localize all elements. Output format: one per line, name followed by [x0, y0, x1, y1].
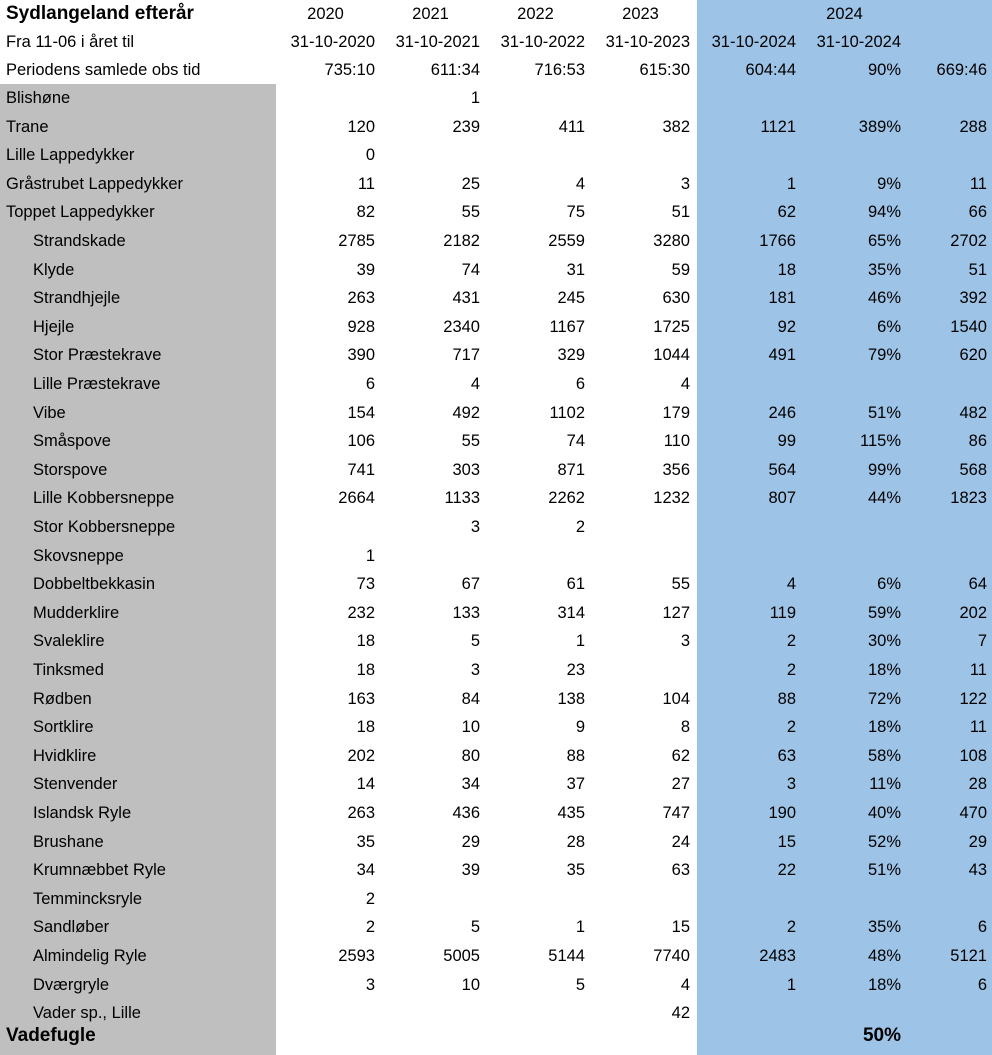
- species-name: Gråstrubet Lappedykker: [6, 174, 184, 193]
- period-end-2022: 31-10-2022: [500, 33, 585, 51]
- species-name: Vibe: [33, 403, 66, 422]
- count-cell: 133: [452, 603, 480, 622]
- count-cell: 73: [356, 575, 375, 594]
- count-cell: 59%: [867, 603, 901, 622]
- count-cell: 18: [777, 260, 796, 279]
- count-cell: 0: [365, 146, 375, 165]
- count-cell: 1044: [653, 346, 690, 365]
- count-cell: 99: [777, 432, 796, 451]
- count-cell: 64: [968, 575, 987, 594]
- count-cell: 482: [959, 403, 987, 422]
- count-cell: 1725: [653, 317, 690, 336]
- count-cell: 288: [959, 117, 987, 136]
- species-name: Blishøne: [6, 89, 71, 107]
- count-cell: 43: [968, 861, 987, 880]
- period-end-2024-b: 31-10-2024: [816, 33, 901, 51]
- count-cell: 35: [566, 861, 585, 880]
- count-cell: 436: [452, 804, 480, 822]
- count-cell: 9: [575, 718, 585, 737]
- species-name: Rødben: [33, 689, 92, 708]
- obs-time-pct: 90%: [867, 61, 901, 79]
- count-cell: 39: [356, 260, 375, 279]
- count-cell: 9%: [877, 174, 901, 193]
- count-cell: 35: [356, 832, 375, 851]
- count-cell: 62: [671, 746, 690, 765]
- count-cell: 4: [470, 375, 480, 393]
- count-cell: 92: [777, 317, 796, 336]
- group-total-label: Vadefugle: [6, 1025, 96, 1046]
- count-cell: 2182: [443, 232, 480, 250]
- count-cell: 2559: [548, 232, 585, 250]
- species-name: Almindelig Ryle: [33, 947, 147, 965]
- count-cell: 6: [977, 975, 987, 994]
- count-cell: 928: [347, 317, 375, 336]
- count-cell: 314: [557, 603, 585, 622]
- species-name: Brushane: [33, 832, 104, 851]
- count-cell: 741: [347, 460, 375, 479]
- count-cell: 3: [470, 518, 480, 536]
- count-cell: 620: [959, 346, 987, 365]
- count-cell: 1823: [950, 489, 987, 508]
- count-cell: 163: [347, 689, 375, 708]
- count-cell: 4: [680, 975, 690, 994]
- count-cell: 18: [356, 632, 375, 651]
- count-cell: 2785: [338, 232, 375, 250]
- count-cell: 35%: [867, 260, 901, 279]
- count-cell: 1102: [549, 403, 585, 422]
- count-cell: 110: [663, 432, 690, 451]
- count-cell: 1: [365, 546, 375, 565]
- count-cell: 190: [768, 804, 796, 822]
- obs-time-avg: 669:46: [936, 61, 987, 79]
- count-cell: 154: [347, 403, 375, 422]
- year-2022: 2022: [517, 5, 554, 23]
- group-total-pct: 50%: [862, 1025, 901, 1046]
- count-cell: 2483: [759, 947, 796, 965]
- species-name: Sortklire: [33, 718, 94, 737]
- species-name: Lille Kobbersneppe: [33, 489, 175, 508]
- count-cell: 871: [557, 460, 585, 479]
- count-cell: 15: [671, 918, 690, 937]
- species-name: Krumnæbbet Ryle: [33, 861, 166, 880]
- species-name: Sandløber: [33, 918, 110, 937]
- species-name: Dværgryle: [33, 975, 110, 994]
- count-cell: 1: [470, 89, 480, 107]
- count-cell: 51: [671, 203, 690, 222]
- count-cell: 11: [357, 174, 375, 193]
- species-name: Klyde: [33, 260, 75, 279]
- count-cell: 86: [968, 432, 987, 451]
- count-cell: 84: [461, 689, 480, 708]
- count-cell: 3: [786, 775, 796, 794]
- count-cell: 6: [575, 375, 585, 393]
- count-cell: 18%: [867, 661, 901, 679]
- count-cell: 356: [662, 460, 690, 479]
- count-cell: 202: [347, 746, 375, 765]
- count-cell: 11: [969, 661, 987, 679]
- period-end-2023: 31-10-2023: [605, 33, 690, 51]
- count-cell: 2340: [443, 317, 480, 336]
- count-cell: 263: [347, 804, 375, 822]
- count-cell: 79%: [867, 346, 901, 365]
- count-cell: 179: [662, 403, 690, 422]
- count-cell: 1: [575, 632, 585, 651]
- sheet-title: Sydlangeland efterår: [6, 3, 194, 24]
- count-cell: 329: [557, 346, 585, 365]
- count-cell: 390: [347, 346, 375, 365]
- count-cell: 51: [968, 260, 987, 279]
- species-name: Strandskade: [33, 232, 126, 250]
- count-cell: 392: [959, 289, 987, 308]
- count-cell: 18%: [867, 975, 901, 994]
- count-cell: 5121: [950, 947, 987, 965]
- count-cell: 34: [461, 775, 480, 794]
- count-cell: 435: [557, 804, 585, 822]
- count-cell: 99%: [867, 460, 901, 479]
- count-cell: 2: [786, 661, 796, 679]
- count-cell: 72%: [867, 689, 901, 708]
- year-2020: 2020: [307, 5, 344, 23]
- count-cell: 127: [662, 603, 690, 622]
- count-cell: 747: [662, 804, 690, 822]
- count-cell: 61: [566, 575, 585, 594]
- obs-time-label: Periodens samlede obs tid: [6, 61, 201, 79]
- count-cell: 24: [671, 832, 690, 851]
- period-end-2020: 31-10-2020: [290, 33, 375, 51]
- count-cell: 42: [671, 1004, 690, 1023]
- count-cell: 6: [977, 918, 987, 937]
- count-cell: 181: [768, 289, 796, 308]
- species-name: Småspove: [33, 432, 111, 451]
- count-cell: 3280: [653, 232, 690, 250]
- count-cell: 2: [575, 518, 585, 536]
- species-name: Lille Præstekrave: [33, 375, 161, 393]
- count-cell: 1: [786, 174, 796, 193]
- count-cell: 94%: [867, 203, 901, 222]
- count-cell: 63: [671, 861, 690, 880]
- count-cell: 1540: [950, 317, 987, 336]
- period-end-2024: 31-10-2024: [711, 33, 796, 51]
- count-cell: 5: [470, 918, 480, 937]
- count-cell: 7: [977, 632, 987, 651]
- count-cell: 88: [777, 689, 796, 708]
- count-cell: 431: [452, 289, 480, 308]
- count-cell: 35%: [867, 918, 901, 937]
- count-cell: 630: [662, 289, 690, 308]
- species-name: Trane: [6, 117, 49, 136]
- count-cell: 4: [575, 174, 585, 193]
- count-cell: 67: [461, 575, 480, 594]
- count-cell: 66: [968, 203, 987, 222]
- count-cell: 40%: [867, 804, 901, 822]
- count-cell: 382: [662, 117, 690, 136]
- count-cell: 7740: [653, 947, 690, 965]
- count-cell: 22: [777, 861, 796, 880]
- species-name: Temmincksryle: [33, 889, 143, 908]
- count-cell: 2664: [338, 489, 375, 508]
- year-2021: 2021: [412, 5, 449, 23]
- count-cell: 65%: [867, 232, 901, 250]
- species-name: Skovsneppe: [33, 546, 124, 565]
- count-cell: 5005: [443, 947, 480, 965]
- count-cell: 104: [662, 689, 690, 708]
- count-cell: 18%: [867, 718, 901, 737]
- count-cell: 51%: [867, 861, 901, 880]
- count-cell: 6%: [877, 317, 901, 336]
- count-cell: 411: [558, 117, 585, 136]
- count-cell: 807: [768, 489, 796, 508]
- count-cell: 4: [680, 375, 690, 393]
- year-2023: 2023: [622, 5, 659, 23]
- count-cell: 303: [452, 460, 480, 479]
- species-name: Mudderklire: [33, 603, 120, 622]
- species-name: Dobbeltbekkasin: [33, 575, 155, 594]
- count-cell: 29: [461, 832, 480, 851]
- count-cell: 3: [680, 174, 690, 193]
- species-name: Stor Kobbersneppe: [33, 518, 176, 536]
- count-cell: 15: [777, 832, 796, 851]
- count-cell: 30%: [867, 632, 901, 651]
- count-cell: 5144: [548, 947, 585, 965]
- count-cell: 2: [786, 718, 796, 737]
- count-cell: 18: [356, 718, 375, 737]
- count-cell: 74: [566, 432, 585, 451]
- count-cell: 2593: [338, 947, 375, 965]
- count-cell: 5: [575, 975, 585, 994]
- count-cell: 2: [365, 889, 375, 908]
- count-cell: 82: [356, 203, 375, 222]
- period-label: Fra 11-06 i året til: [6, 33, 135, 51]
- species-name: Stenvender: [33, 775, 118, 794]
- obs-time-2021: 611:34: [430, 61, 480, 79]
- count-cell: 11%: [869, 775, 901, 794]
- count-cell: 75: [566, 203, 585, 222]
- count-cell: 11: [969, 718, 987, 737]
- count-cell: 2702: [950, 232, 987, 250]
- obs-time-2024: 604:44: [745, 61, 796, 79]
- count-cell: 31: [566, 260, 585, 279]
- count-cell: 23: [566, 661, 585, 679]
- count-cell: 564: [768, 460, 796, 479]
- count-cell: 492: [452, 403, 480, 422]
- count-cell: 1766: [759, 232, 796, 250]
- species-name: Hvidklire: [33, 746, 97, 765]
- count-cell: 1232: [653, 489, 690, 508]
- count-cell: 63: [777, 746, 796, 765]
- count-cell: 138: [557, 689, 585, 708]
- count-cell: 2: [365, 918, 375, 937]
- count-cell: 2262: [548, 489, 585, 508]
- count-cell: 389%: [858, 117, 901, 136]
- period-end-2021: 31-10-2021: [395, 33, 480, 51]
- count-cell: 568: [959, 460, 987, 479]
- count-cell: 51%: [867, 403, 901, 422]
- count-cell: 3: [680, 632, 690, 651]
- count-cell: 28: [968, 775, 987, 794]
- count-cell: 106: [347, 432, 375, 451]
- species-name: Storspove: [33, 460, 108, 479]
- count-cell: 6: [365, 375, 375, 393]
- count-cell: 717: [452, 346, 480, 365]
- count-cell: 1: [575, 918, 585, 937]
- species-name: Hjejle: [33, 317, 75, 336]
- species-name: Stor Præstekrave: [33, 346, 162, 365]
- count-cell: 74: [461, 260, 480, 279]
- count-cell: 4: [786, 575, 796, 594]
- count-cell: 2: [786, 632, 796, 651]
- count-cell: 34: [356, 861, 375, 880]
- count-cell: 52%: [867, 832, 901, 851]
- count-cell: 245: [557, 289, 585, 308]
- count-cell: 1: [786, 975, 796, 994]
- count-cell: 119: [769, 603, 796, 622]
- count-cell: 3: [365, 975, 375, 994]
- count-cell: 14: [356, 775, 375, 794]
- count-cell: 29: [968, 832, 987, 851]
- count-cell: 55: [461, 432, 480, 451]
- count-cell: 120: [347, 117, 375, 136]
- count-cell: 263: [347, 289, 375, 308]
- count-cell: 59: [671, 260, 690, 279]
- count-cell: 37: [566, 775, 585, 794]
- count-cell: 491: [768, 346, 796, 365]
- count-cell: 108: [959, 746, 987, 765]
- obs-time-2020: 735:10: [324, 61, 375, 79]
- year-2024-highlight: [697, 0, 992, 1055]
- obs-time-2023: 615:30: [639, 61, 690, 79]
- count-cell: 39: [461, 861, 480, 880]
- species-name: Tinksmed: [33, 661, 104, 679]
- count-cell: 1167: [549, 317, 585, 336]
- count-cell: 44%: [867, 489, 901, 508]
- species-name: Lille Lappedykker: [6, 146, 135, 165]
- count-cell: 6%: [877, 575, 901, 594]
- count-cell: 25: [461, 174, 480, 193]
- count-cell: 10: [461, 975, 480, 994]
- count-cell: 18: [356, 661, 375, 679]
- count-cell: 246: [768, 403, 796, 422]
- count-cell: 62: [777, 203, 796, 222]
- species-name: Vader sp., Lille: [33, 1004, 141, 1023]
- count-cell: 5: [470, 632, 480, 651]
- species-name: Svaleklire: [33, 632, 105, 651]
- species-name: Islandsk Ryle: [33, 804, 132, 822]
- count-cell: 58%: [867, 746, 901, 765]
- count-cell: 27: [671, 775, 690, 794]
- count-cell: 28: [566, 832, 585, 851]
- count-cell: 55: [461, 203, 480, 222]
- count-cell: 232: [347, 603, 375, 622]
- count-cell: 122: [959, 689, 987, 708]
- year-2024: 2024: [826, 5, 863, 23]
- count-cell: 46%: [867, 289, 901, 308]
- count-cell: 88: [566, 746, 585, 765]
- count-cell: 8: [680, 718, 690, 737]
- count-cell: 2: [786, 918, 796, 937]
- count-cell: 3: [470, 661, 480, 679]
- species-name: Strandhjejle: [33, 289, 121, 308]
- count-cell: 1133: [444, 489, 480, 508]
- count-cell: 1121: [760, 117, 796, 136]
- count-cell: 80: [461, 746, 480, 765]
- count-cell: 48%: [867, 947, 901, 965]
- count-cell: 115%: [860, 432, 901, 451]
- count-cell: 55: [671, 575, 690, 594]
- count-cell: 11: [969, 174, 987, 193]
- count-cell: 470: [959, 804, 987, 822]
- count-cell: 239: [452, 117, 480, 136]
- obs-time-2022: 716:53: [534, 61, 585, 79]
- count-cell: 202: [959, 603, 987, 622]
- count-cell: 10: [461, 718, 480, 737]
- species-name: Toppet Lappedykker: [6, 203, 155, 222]
